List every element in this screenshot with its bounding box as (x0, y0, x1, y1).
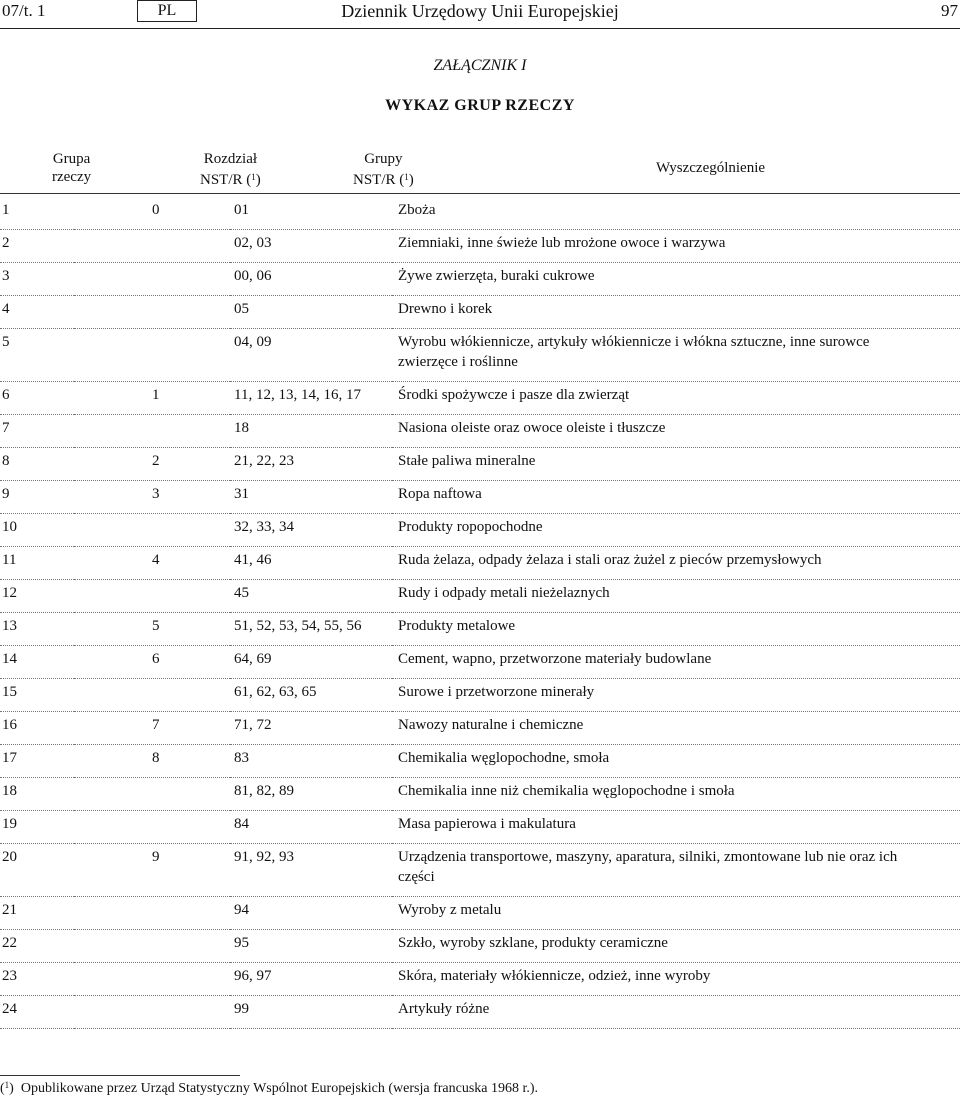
cell-chapter (74, 329, 230, 382)
cell-nst-groups: 02, 03 (230, 230, 392, 263)
column-header-nst-line2 (353, 168, 414, 189)
cell-description: Drewno i korek (392, 296, 960, 329)
footnote-mark: 1 (4, 1080, 10, 1090)
journal-title: Dziennik Urzędowy Unii Europejskiej (341, 1, 619, 21)
table-row (0, 930, 960, 963)
cell-nst-groups: 64, 69 (230, 646, 392, 679)
cell-nst-groups: 01 (230, 197, 392, 230)
table-row (0, 844, 960, 897)
table-row (0, 613, 960, 646)
cell-description: Nasiona oleiste oraz owoce oleiste i tłuszcze (392, 415, 960, 448)
table-row (0, 263, 960, 296)
cell-nst-groups: 21, 22, 23 (230, 448, 392, 481)
cell-chapter: 8 (74, 745, 230, 778)
cell-chapter (74, 514, 230, 547)
table-row (0, 197, 960, 230)
page-number: 97 (941, 1, 958, 20)
column-header-group-line1: Grupa (52, 151, 91, 167)
cell-description: Żywe zwierzęta, buraki cukrowe (392, 263, 960, 296)
table-row (0, 745, 960, 778)
table-row (0, 296, 960, 329)
table-row (0, 547, 960, 580)
cell-group: 20 (0, 844, 74, 897)
table-row (0, 679, 960, 712)
cell-group: 15 (0, 679, 74, 712)
cell-group: 1 (0, 197, 74, 230)
cell-description: Zboża (392, 197, 960, 230)
cell-chapter: 3 (74, 481, 230, 514)
cell-nst-groups: 94 (230, 897, 392, 930)
column-header-nst-close: ) (408, 172, 414, 188)
cell-chapter (74, 230, 230, 263)
column-header-chapter (200, 150, 261, 189)
cell-chapter (74, 415, 230, 448)
cell-nst-groups: 05 (230, 296, 392, 329)
column-header-description: Wyszczególnienie (656, 160, 766, 176)
cell-nst-groups: 04, 09 (230, 329, 392, 382)
cell-description: Szkło, wyroby szklane, produkty ceramiczne (392, 930, 960, 963)
cell-chapter: 0 (74, 197, 230, 230)
column-header-group-line2: rzeczy (52, 169, 92, 185)
cell-description: Środki spożywcze i pasze dla zwierząt (392, 382, 960, 415)
cell-nst-groups: 51, 52, 53, 54, 55, 56 (230, 613, 392, 646)
cell-description: Produkty ropopochodne (392, 514, 960, 547)
cell-group: 24 (0, 996, 74, 1029)
cell-description: Ruda żelaza, odpady żelaza i stali oraz żużel z pieców przemysłowych (392, 547, 960, 580)
cell-group: 21 (0, 897, 74, 930)
cell-chapter: 7 (74, 712, 230, 745)
column-header-nst-groups (353, 150, 414, 189)
cell-group: 4 (0, 296, 74, 329)
cell-description: Chemikalia inne niż chemikalia węglopochodne i smoła (392, 778, 960, 811)
cell-nst-groups: 11, 12, 13, 14, 16, 17 (230, 382, 392, 415)
cell-nst-groups: 84 (230, 811, 392, 844)
table-row (0, 448, 960, 481)
document-title: WYKAZ GRUP RZECZY (385, 97, 575, 114)
cell-nst-groups: 61, 62, 63, 65 (230, 679, 392, 712)
cell-chapter (74, 263, 230, 296)
table-row (0, 996, 960, 1029)
table-row (0, 415, 960, 448)
cell-group: 12 (0, 580, 74, 613)
column-header-chapter-line1: Rozdział (203, 151, 258, 167)
language-badge: PL (137, 0, 197, 22)
table-row (0, 646, 960, 679)
column-header-group (52, 150, 91, 186)
cell-description: Nawozy naturalne i chemiczne (392, 712, 960, 745)
issue-number: 07/t. 1 (2, 1, 46, 20)
table-body (0, 197, 960, 1029)
cell-nst-groups: 99 (230, 996, 392, 1029)
cell-group: 5 (0, 329, 74, 382)
cell-nst-groups: 32, 33, 34 (230, 514, 392, 547)
cell-chapter: 9 (74, 844, 230, 897)
cell-chapter (74, 679, 230, 712)
cell-nst-groups: 31 (230, 481, 392, 514)
goods-groups-table (0, 197, 960, 1029)
column-header-chapter-close: ) (255, 172, 261, 188)
cell-description: Ropa naftowa (392, 481, 960, 514)
cell-group: 10 (0, 514, 74, 547)
table-row (0, 481, 960, 514)
cell-description: Urządzenia transportowe, maszyny, aparatura, silniki, zmontowane lub nie oraz ich części (392, 844, 960, 897)
column-header-chapter-text: NST/R ( (200, 172, 252, 188)
footnote-text: Opublikowane przez Urząd Statystyczny Wspólnot Europejskich (wersja francuska 1968 r.). (20, 1081, 539, 1096)
footnote-divider (0, 1075, 240, 1076)
cell-group: 2 (0, 230, 74, 263)
cell-description: Stałe paliwa mineralne (392, 448, 960, 481)
cell-description: Skóra, materiały włókiennicze, odzież, inne wyroby (392, 963, 960, 996)
cell-group: 22 (0, 930, 74, 963)
table-header-divider (0, 193, 960, 194)
footnote-ref: 1 (404, 172, 409, 182)
cell-nst-groups: 95 (230, 930, 392, 963)
annex-label: ZAŁĄCZNIK I (433, 57, 527, 74)
cell-nst-groups: 45 (230, 580, 392, 613)
cell-group: 23 (0, 963, 74, 996)
table-row (0, 514, 960, 547)
cell-chapter (74, 996, 230, 1029)
table-row (0, 778, 960, 811)
cell-group: 3 (0, 263, 74, 296)
column-header-nst-text: NST/R ( (353, 172, 405, 188)
cell-group: 7 (0, 415, 74, 448)
cell-description: Cement, wapno, przetworzone materiały budowlane (392, 646, 960, 679)
table-row (0, 382, 960, 415)
table-row (0, 580, 960, 613)
cell-chapter: 4 (74, 547, 230, 580)
cell-chapter (74, 778, 230, 811)
footnote: ($^1$) Opublikowane przez Urząd Statystyczny Wspólnot Europejskich (wersja francuska 1968 r.). (0, 1080, 539, 1096)
cell-chapter (74, 296, 230, 329)
cell-nst-groups: 91, 92, 93 (230, 844, 392, 897)
cell-chapter: 5 (74, 613, 230, 646)
cell-chapter: 2 (74, 448, 230, 481)
cell-nst-groups: 83 (230, 745, 392, 778)
cell-chapter (74, 897, 230, 930)
cell-description: Ziemniaki, inne świeże lub mrożone owoce i warzywa (392, 230, 960, 263)
column-header-chapter-line2 (200, 168, 261, 189)
cell-group: 11 (0, 547, 74, 580)
cell-group: 13 (0, 613, 74, 646)
cell-nst-groups: 81, 82, 89 (230, 778, 392, 811)
cell-description: Wyroby z metalu (392, 897, 960, 930)
cell-nst-groups: 96, 97 (230, 963, 392, 996)
table-row (0, 712, 960, 745)
table-row (0, 897, 960, 930)
cell-nst-groups: 18 (230, 415, 392, 448)
cell-group: 19 (0, 811, 74, 844)
cell-description: Chemikalia węglopochodne, smoła (392, 745, 960, 778)
cell-chapter: 1 (74, 382, 230, 415)
cell-chapter (74, 580, 230, 613)
cell-chapter (74, 930, 230, 963)
header-divider (0, 28, 960, 29)
cell-description: Produkty metalowe (392, 613, 960, 646)
cell-chapter (74, 963, 230, 996)
cell-description: Surowe i przetworzone minerały (392, 679, 960, 712)
cell-nst-groups: 71, 72 (230, 712, 392, 745)
cell-group: 9 (0, 481, 74, 514)
footnote-ref: 1 (251, 172, 256, 182)
cell-description: Rudy i odpady metali nieżelaznych (392, 580, 960, 613)
cell-group: 6 (0, 382, 74, 415)
cell-group: 16 (0, 712, 74, 745)
column-header-nst-line1: Grupy (364, 151, 403, 167)
cell-description: Masa papierowa i makulatura (392, 811, 960, 844)
cell-group: 14 (0, 646, 74, 679)
cell-nst-groups: 00, 06 (230, 263, 392, 296)
cell-group: 17 (0, 745, 74, 778)
table-row (0, 230, 960, 263)
cell-group: 18 (0, 778, 74, 811)
table-row (0, 963, 960, 996)
page-header (0, 0, 960, 30)
cell-group: 8 (0, 448, 74, 481)
cell-description: Wyrobu włókiennicze, artykuły włókiennicze i włókna sztuczne, inne surowce zwierzęce i roślinne (392, 329, 960, 382)
cell-description: Artykuły różne (392, 996, 960, 1029)
cell-chapter: 6 (74, 646, 230, 679)
cell-chapter (74, 811, 230, 844)
table-row (0, 811, 960, 844)
cell-nst-groups: 41, 46 (230, 547, 392, 580)
table-row (0, 329, 960, 382)
